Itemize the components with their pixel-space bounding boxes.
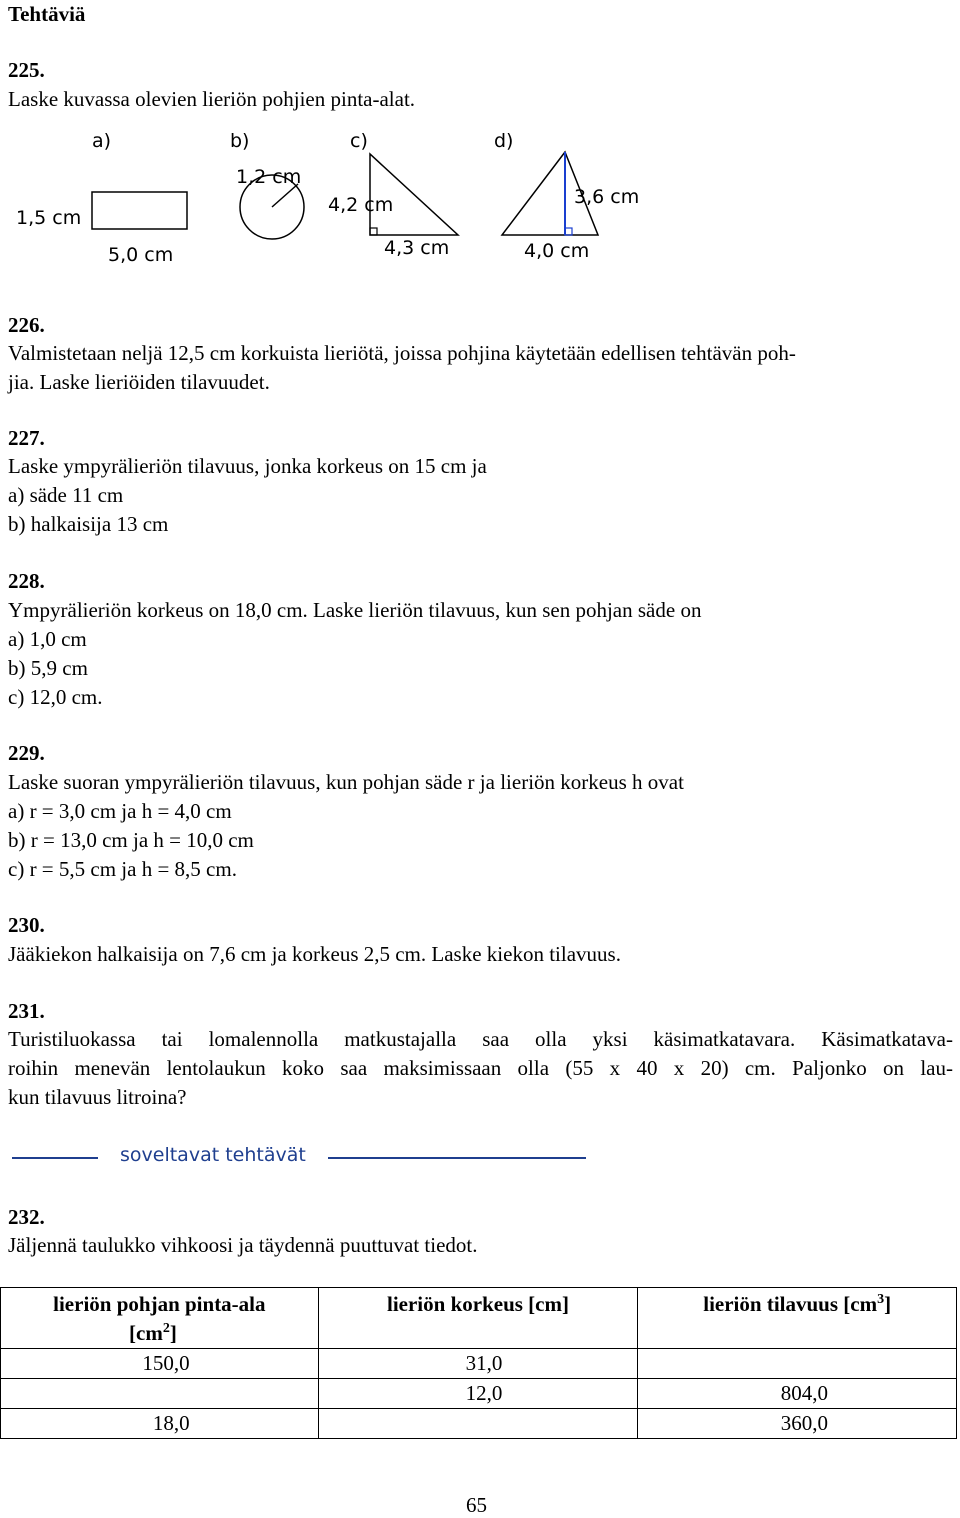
task-228-number: 228. (8, 569, 45, 593)
task-232-text: Jäljennä taulukko vihkoosi ja täydennä puuttuvat tiedot. (8, 1233, 478, 1257)
task-227-line: b) halkaisija 13 cm (8, 512, 169, 536)
figure-c-base-label: 4,3 cm (384, 237, 450, 259)
table-row (1, 1349, 957, 1379)
table-cell: 360,0 (638, 1409, 957, 1439)
table-cell: 804,0 (638, 1379, 957, 1409)
rectangle-shape (92, 192, 187, 229)
task-226-line: Valmistetaan neljä 12,5 cm korkuista lieriötä, joissa pohjina käytetään edellisen tehtävän poh- (8, 341, 796, 365)
page-number: 65 (466, 1493, 487, 1517)
task-231-line: kun tilavuus litroina? (8, 1085, 187, 1109)
task-228-line: a) 1,0 cm (8, 627, 87, 651)
task-230-line: Jääkiekon halkaisija on 7,6 cm ja korkeus 2,5 cm. Laske kiekon tilavuus. (8, 942, 621, 966)
figure-b-label: b) (230, 130, 250, 152)
header-unit-text: [cm (129, 1321, 163, 1345)
table-cell: 18,0 (1, 1409, 319, 1439)
task-227-line: a) säde 11 cm (8, 483, 124, 507)
divider-line-left (12, 1157, 98, 1159)
figure-d-base-label: 4,0 cm (524, 240, 590, 262)
task-232-number: 232. (8, 1205, 45, 1229)
table-header-volume (638, 1288, 957, 1349)
table-cell (1, 1379, 319, 1409)
figure-c-label: c) (350, 130, 368, 152)
table-header-row (1, 1288, 957, 1349)
header-base-area-text: lieriön pohjan pinta-ala (53, 1292, 266, 1316)
figure-a-label: a) (92, 130, 112, 152)
task-229-line: b) r = 13,0 cm ja h = 10,0 cm (8, 828, 254, 852)
table-cell (638, 1349, 957, 1379)
task-225-text: Laske kuvassa olevien lieriön pohjien pinta-alat. (8, 87, 416, 111)
figure-c-height-label: 4,2 cm (328, 194, 394, 216)
task-229-line: c) r = 5,5 cm ja h = 8,5 cm. (8, 857, 237, 881)
task-231-line: Turistiluokassa tai lomalennolla matkustajalla saa olla yksi käsimatkatavara. Käsimatkatava- (8, 1027, 953, 1051)
section-heading: Tehtäviä (8, 2, 86, 26)
height-right-angle-mark (565, 228, 572, 235)
table-cell: 12,0 (318, 1379, 638, 1409)
task-225-number: 225. (8, 58, 45, 82)
task-229-line: Laske suoran ympyrälieriön tilavuus, kun pohjan säde r ja lieriön korkeus h ovat (8, 770, 684, 794)
task-231-number: 231. (8, 999, 45, 1023)
task-227-line: Laske ympyrälieriön tilavuus, jonka korkeus on 15 cm ja (8, 454, 487, 478)
table-cell: 150,0 (1, 1349, 319, 1379)
task-227-number: 227. (8, 426, 45, 450)
task-228-line: b) 5,9 cm (8, 656, 88, 680)
header-base-area-unit (9, 1319, 310, 1348)
figure-d-label: d) (494, 130, 514, 152)
divider-label: soveltavat tehtävät (120, 1144, 306, 1166)
task-228-line: c) 12,0 cm. (8, 685, 103, 709)
header-volume-close: ] (884, 1292, 892, 1316)
figure-a-bottom-label: 5,0 cm (108, 244, 174, 266)
table-header-base-area (1, 1288, 319, 1349)
table-cell: 31,0 (318, 1349, 638, 1379)
data-table (0, 1287, 957, 1439)
table-row (1, 1379, 957, 1409)
task-229-line: a) r = 3,0 cm ja h = 4,0 cm (8, 799, 232, 823)
task-229-number: 229. (8, 741, 45, 765)
table-row (1, 1409, 957, 1439)
task-228-line: Ympyrälieriön korkeus on 18,0 cm. Laske lieriön tilavuus, kun sen pohjan säde on (8, 598, 702, 622)
task-226-number: 226. (8, 313, 45, 337)
table-header-height: lieriön korkeus [cm] (318, 1288, 638, 1349)
task-231-line: roihin menevän lentolaukun koko saa maksimissaan olla (55 x 40 x 20) cm. Paljonko on lau- (8, 1056, 953, 1080)
task-226-line: jia. Laske lieriöiden tilavuudet. (8, 370, 270, 394)
right-angle-mark (370, 228, 377, 235)
figure-a-side-label: 1,5 cm (16, 207, 82, 229)
task-225-figure (0, 118, 700, 278)
table-cell (318, 1409, 638, 1439)
header-unit-sup: 2 (162, 1321, 170, 1336)
task-230-number: 230. (8, 913, 45, 937)
divider-line-right (328, 1157, 586, 1159)
header-unit-close: ] (169, 1321, 177, 1345)
header-volume-sup: 3 (877, 1292, 885, 1307)
figure-d-height-label: 3,6 cm (574, 186, 640, 208)
figure-b-radius-label: 1,2 cm (236, 166, 302, 188)
header-volume-text: lieriön tilavuus [cm (703, 1292, 878, 1316)
